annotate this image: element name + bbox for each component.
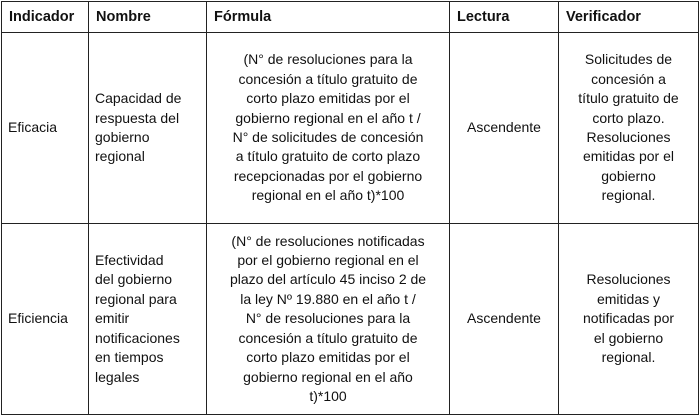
verificador-cell: [559, 33, 699, 224]
lectura-text: Ascendente: [467, 119, 541, 136]
lectura-cell: [450, 33, 559, 224]
verificador-text: Solicitudes de concesión a título gratuito de corto plazo. Resoluciones emitidas por el gobierno regional.: [578, 51, 679, 204]
header-nombre: Nombre: [89, 2, 207, 33]
lectura-cell: [450, 224, 559, 415]
table-row: [2, 33, 699, 224]
formula-cell: [207, 224, 450, 415]
header-indicador: Indicador: [2, 2, 89, 33]
formula-text: (N° de resoluciones para la concesión a título gratuito de corto plazo emitidas por el gobierno regional en el año t / N° de solicitudes de concesión a título gratuito de corto plazo recepcionadas por el gobierno regional en el año t)*100: [232, 51, 424, 204]
indicador-text: Eficiencia: [8, 310, 68, 327]
verificador-cell: [559, 224, 699, 415]
indicators-table: [1, 1, 699, 415]
header-verificador: Verificador: [559, 2, 699, 33]
table-row: [2, 224, 699, 415]
nombre-cell: [89, 224, 207, 415]
lectura-text: Ascendente: [467, 310, 541, 327]
header-row: [2, 2, 699, 33]
indicador-cell: [2, 33, 89, 224]
nombre-text: Capacidad de respuesta del gobierno regional: [95, 90, 182, 165]
formula-text: (N° de resoluciones notificadas por el gobierno regional en el plazo del artículo 45 inciso 2 de la ley Nº 19.880 en el año t / N° de resoluciones para la concesión a título gratuito de corto plazo emitidas por el gobierno regional en el año t)*100: [229, 232, 427, 404]
indicador-cell: [2, 224, 89, 415]
indicador-text: Eficacia: [8, 119, 58, 136]
verificador-text: Resoluciones emitidas y notificadas por el gobierno regional.: [582, 271, 675, 366]
header-lectura: Lectura: [450, 2, 559, 33]
nombre-cell: [89, 33, 207, 224]
nombre-text: Efectividad del gobierno regional para emitir notificaciones en tiempos legales: [95, 252, 180, 385]
formula-cell: [207, 33, 450, 224]
header-formula: Fórmula: [207, 2, 450, 33]
